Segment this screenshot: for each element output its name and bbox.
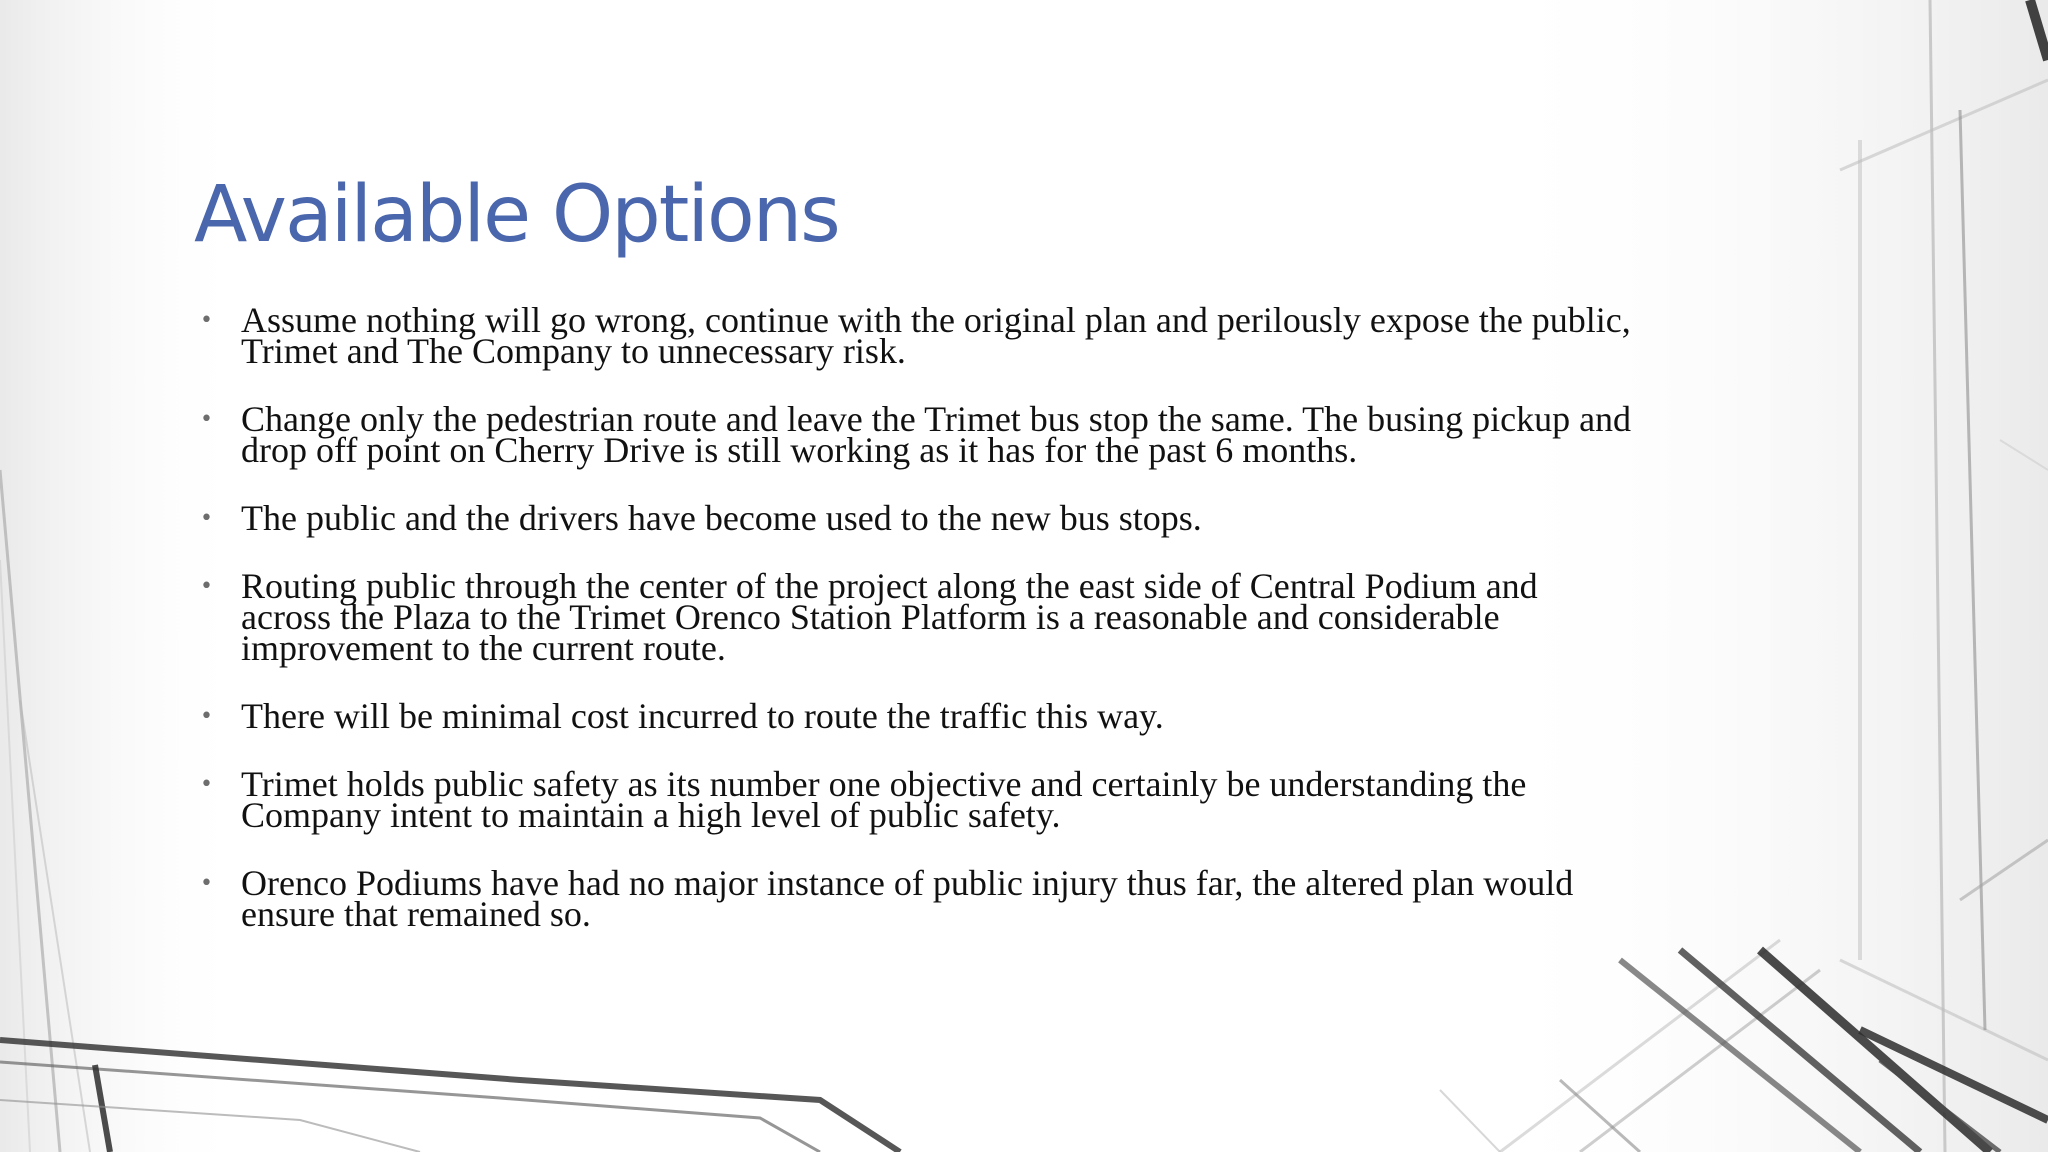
bullet-text: Change only the pedestrian route and leave the Trimet bus stop the same. The busing pickup and drop off point on Cherry Drive is still working as it has for the past 6 months. xyxy=(241,399,1632,470)
list-item xyxy=(196,566,1636,668)
bullet-icon: • xyxy=(200,308,213,333)
bullet-text: Routing public through the center of the project along the east side of Central Podium and across the Plaza to the Trimet Orenco Station Platform is a reasonable and considerable improvement to the current route. xyxy=(241,566,1538,668)
list-item xyxy=(196,399,1636,470)
bullet-text: Trimet holds public safety as its number one objective and certainly be understanding the Company intent to maintain a high level of public safety. xyxy=(241,764,1527,835)
bullet-icon: • xyxy=(200,407,213,432)
bullet-icon: • xyxy=(200,574,213,599)
bullet-text: Orenco Podiums have had no major instance of public injury thus far, the altered plan would ensure that remained so. xyxy=(241,863,1574,934)
bullet-icon: • xyxy=(200,506,213,531)
bullet-text: The public and the drivers have become used to the new bus stops. xyxy=(241,498,1202,538)
bullet-list xyxy=(196,300,1636,934)
list-item xyxy=(196,863,1636,934)
bullet-icon: • xyxy=(200,704,213,729)
list-item xyxy=(196,696,1636,736)
slide-title: Available Options xyxy=(194,170,839,260)
list-item xyxy=(196,498,1636,538)
bullet-text: Assume nothing will go wrong, continue with the original plan and perilously expose the public, Trimet and The Company to unnecessary risk. xyxy=(241,300,1631,371)
bullet-text: There will be minimal cost incurred to route the traffic this way. xyxy=(241,696,1164,736)
list-item xyxy=(196,764,1636,835)
list-item xyxy=(196,300,1636,371)
bullet-icon: • xyxy=(200,871,213,896)
bullet-icon: • xyxy=(200,772,213,797)
